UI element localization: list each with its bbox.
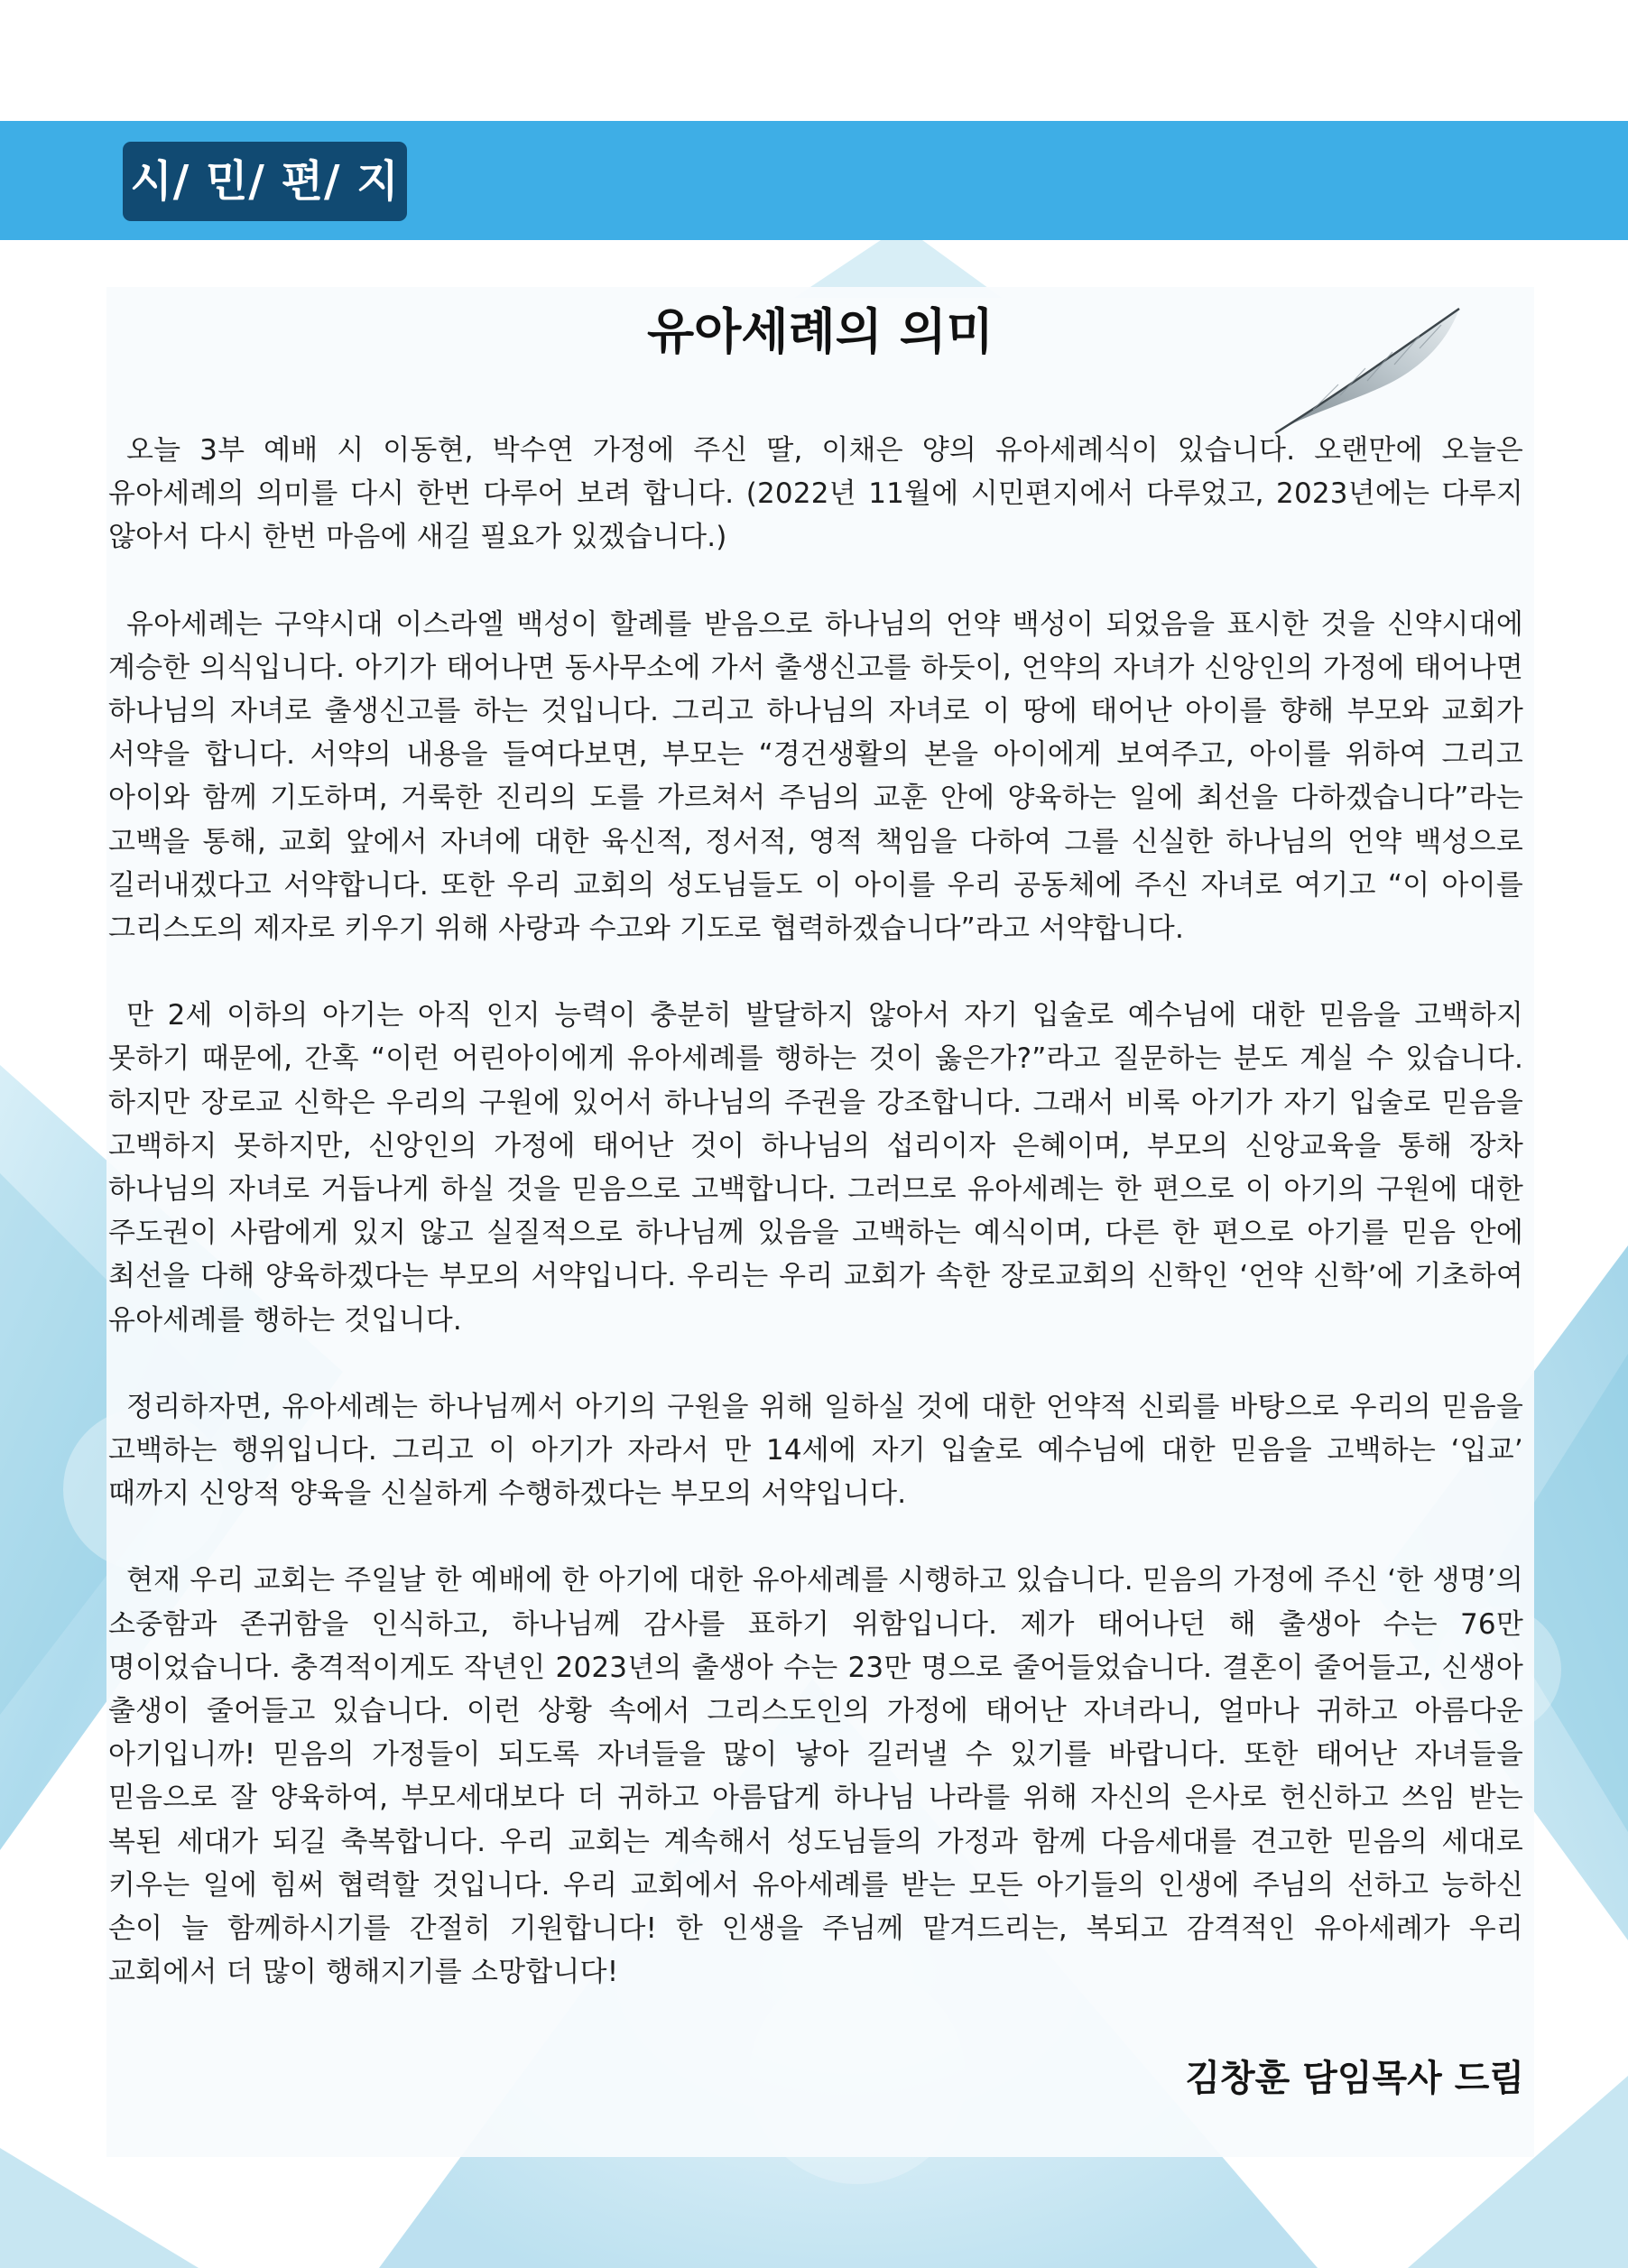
letter-paragraph: 오늘 3부 예배 시 이동현, 박수연 가정에 주신 딸, 이채은 양의 유아세례식이 있습니다. 오랜만에 오늘은 유아세례의 의미를 다시 한번 다루어 보려 합니다. (2022년 11월에 시민편지에서 다루었고, 2023년에는 다루지 않아서 다시 한번 마음에 새길 필요가 있겠습니다.)	[108, 434, 1523, 554]
letter-paragraph: 정리하자면, 유아세례는 하나님께서 아기의 구원을 위해 일하실 것에 대한 언약적 신뢰를 바탕으로 우리의 믿음을 고백하는 행위입니다. 그리고 이 아기가 자라서 만 14세에 자기 입술로 예수님에 대한 믿음을 고백하는 ‘입교’ 때까지 신앙적 양육을 신실하게 수행하겠다는 부모의 서약입니다.	[108, 1390, 1523, 1511]
letter-paragraph: 유아세례는 구약시대 이스라엘 백성이 할례를 받음으로 하나님의 언약 백성이 되었음을 표시한 것을 신약시대에 계승한 의식입니다. 아기가 태어나면 동사무소에 가서 출생신고를 하듯이, 언약의 자녀가 신앙인의 가정에 태어나면 하나님의 자녀로 출생신고를 하는 것입니다. 그리고 하나님의 자녀로 이 땅에 태어난 아이를 향해 부모와 교회가 서약을 합니다. 서약의 내용을 들여다보면, 부모는 “경건생활의 본을 아이에게 보여주고, 아이를 위하여 그리고 아이와 함께 기도하며, 거룩한 진리의 도를 가르쳐서 주님의 교훈 안에 양육하는 일에 최선을 다하겠습니다”라는 고백을 통해, 교회 앞에서 자녀에 대한 육신적, 정서적, 영적 책임을 다하여 그를 신실한 하나님의 언약 백성으로 길러내겠다고 서약합니다. 또한 우리 교회의 성도님들도 이 아이를 우리 공동체에 주신 자녀로 여기고 “이 아이를 그리스도의 제자로 키우기 위해 사랑과 수고와 기도로 협력하겠습니다”라고 서약합니다.	[108, 607, 1523, 946]
signature: 김창훈 담임목사 드림	[1185, 2058, 1524, 2099]
letter-body	[108, 429, 1523, 2038]
letter-paragraph: 만 2세 이하의 아기는 아직 인지 능력이 충분히 발달하지 않아서 자기 입술로 예수님에 대한 믿음을 고백하지 못하기 때문에, 간혹 “이런 어린아이에게 유아세례를 행하는 것이 옳은가?”라고 질문하는 분도 계실 수 있습니다. 하지만 장로교 신학은 우리의 구원에 있어서 하나님의 주권을 강조합니다. 그래서 비록 아기가 자기 입술로 믿음을 고백하지 못하지만, 신앙인의 가정에 태어난 것이 하나님의 섭리이자 은혜이며, 부모의 신앙교육을 통해 장차 하나님의 자녀로 거듭나게 하실 것을 믿음으로 고백합니다. 그러므로 유아세례는 한 편으로 이 아기의 구원에 대한 주도권이 사람에게 있지 않고 실질적으로 하나님께 있음을 고백하는 예식이며, 다른 한 편으로 아기를 믿음 안에 최선을 다해 양육하겠다는 부모의 서약입니다. 우리는 우리 교회가 속한 장로교회의 신학인 ‘언약 신학’에 기초하여 유아세례를 행하는 것입니다.	[108, 999, 1523, 1337]
section-label: 시/ 민/ 편/ 지	[123, 142, 407, 221]
letter-paragraph: 현재 우리 교회는 주일날 한 예배에 한 아기에 대한 유아세례를 시행하고 있습니다. 믿음의 가정에 주신 ‘한 생명’의 소중함과 존귀함을 인식하고, 하나님께 감사를 표하기 위함입니다. 제가 태어나던 해 출생아 수는 76만 명이었습니다. 충격적이게도 작년인 2023년의 출생아 수는 23만 명으로 줄어들었습니다. 결혼이 줄어들고, 신생아 출생이 줄어들고 있습니다. 이런 상황 속에서 그리스도인의 가정에 태어난 자녀라니, 얼마나 귀하고 아름다운 아기입니까! 믿음의 가정들이 되도록 자녀들을 많이 낳아 길러낼 수 있기를 바랍니다. 또한 태어난 자녀들을 믿음으로 잘 양육하여, 부모세대보다 더 귀하고 아름답게 하나님 나라를 위해 자신의 은사로 헌신하고 쓰임 받는 복된 세대가 되길 축복합니다. 우리 교회는 계속해서 성도님들의 가정과 함께 다음세대를 견고한 믿음의 세대로 키우는 일에 힘써 협력할 것입니다. 우리 교회에서 유아세례를 받는 모든 아기들의 인생에 주님의 선하고 능하신 손이 늘 함께하시기를 간절히 기원합니다! 한 인생을 주님께 맡겨드리는, 복되고 감격적인 유아세례가 우리 교회에서 더 많이 행해지기를 소망합니다!	[108, 1564, 1523, 1989]
letter-title: 유아세례의 의미	[647, 303, 994, 360]
